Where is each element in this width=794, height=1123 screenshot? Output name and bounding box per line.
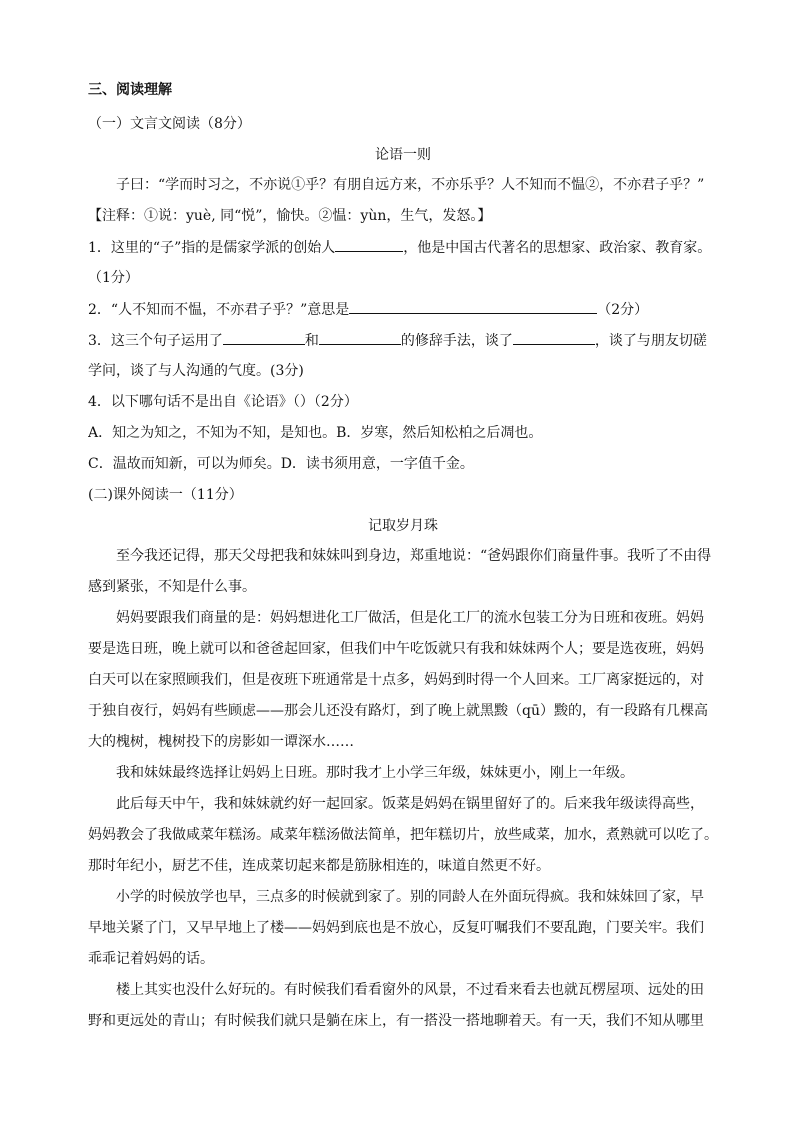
question-3 [88,330,718,351]
paragraph-5-line-1: 小学的时候放学也早，三点多的时候就到家了。别的同龄人在外面玩得疯。我和妹妹回了家，早 [116,889,704,905]
question-4-options-ab: A．知之为知之，不知为不知，是知也。B．岁寒，然后知松柏之后凋也。 [88,425,543,441]
paragraph-4-line-2: 妈妈教会了我做咸菜年糕汤。咸菜年糕汤做法简单，把年糕切片，放些咸菜，加水，煮熟就可以吃了。 [88,827,718,843]
part1-title: 论语一则 [375,147,431,163]
question-4-options-cd: C．温故而知新，可以为师矣。D．读书须用意，一字值千金。 [88,456,474,472]
question-3-text-a: 3．这三个句子运用了 [88,333,223,349]
paragraph-2-line-5: 大的槐树，槐树投下的房影如一谭深水…… [88,734,354,750]
question-3-text-b: 和 [304,333,319,349]
part2-heading: (二)课外阅读一（11分） [88,487,243,503]
paragraph-5-line-3: 乖乖记着妈妈的话。 [88,951,214,967]
paragraph-4-line-1: 此后每天中午，我和妹妹就约好一起回家。饭菜是妈妈在锅里留好了的。后来我年级读得高些， [116,796,704,812]
annotation-note: 【注释：①说：yuè, 同“悦”，愉快。②愠：yùn，生气，发怒。】 [88,208,492,224]
paragraph-5-line-2: 早地关紧了门，又早早地上了楼——妈妈到底也是不放心，反复叮嘱我们不要乱跑，门要关牢。我们 [88,920,704,936]
paragraph-3: 我和妹妹最终选择让妈妈上日班。那时我才上小学三年级，妹妹更小，刚上一年级。 [116,765,634,781]
answer-blank-3b[interactable] [319,330,401,345]
paragraph-2-line-2: 要是选日班，晚上就可以和爸爸起回家，但我们中午吃饭就只有我和妹妹两个人；要是选夜班，妈妈 [88,641,704,657]
paragraph-2-line-4: 于独自夜行，妈妈有些顾虑——那会儿还没有路灯，到了晚上就黑黢（qū）黢的，有一段路有几棵高 [88,703,708,719]
question-1 [88,237,718,258]
paragraph-4-line-3: 那时年纪小，厨艺不佳，连成菜切起来都是筋脉相连的，味道自然更不好。 [88,858,550,874]
analects-quote: 子曰：“学而时习之，不亦说①乎？有朋自远方来，不亦乐乎？人不知而不愠②，不亦君子乎？” [116,177,705,193]
question-3-continued: 学问，谈了与人沟通的气度。(3分) [88,363,304,379]
question-1-score: （1分） [88,270,139,286]
question-1-text-b: ，他是中国古代著名的思想家、政治家、教育家。 [403,240,712,256]
paragraph-2-line-1: 妈妈要跟我们商量的是：妈妈想进化工厂做活，但是化工厂的流水包装工分为日班和夜班。妈妈 [116,610,704,626]
paragraph-6-line-1: 楼上其实也没什么好玩的。有时候我们看看窗外的风景，不过看来看去也就瓦楞屋项、远处的田 [116,982,704,998]
section-heading: 三、阅读理解 [88,82,172,98]
part1-heading: （一）文言文阅读（8分） [88,116,251,132]
answer-blank-2[interactable] [349,299,597,314]
paragraph-2-line-3: 白天可以在家照顾我们，但是夜班下班通常是十点多，妈妈到时得一个人回来。工厂离家挺远的，对 [88,672,704,688]
question-3-text-c: 的修辞手法，谈了 [400,333,513,349]
paragraph-1-line-2: 感到紧张，不知是什么事。 [88,579,256,595]
question-2-score: （2分） [597,302,649,318]
question-2-text: 2．“人不知而不愠，不亦君子乎？”意思是 [88,302,350,318]
answer-blank-1[interactable] [335,237,403,252]
question-1-text-a: 1．这里的“子”指的是儒家学派的创始人 [88,240,336,256]
paragraph-1-line-1: 至今我还记得，那天父母把我和妹妹叫到身边，郑重地说：“爸妈跟你们商量件事。我听了不由得 [116,548,712,564]
answer-blank-3c[interactable] [513,330,595,345]
question-2 [88,299,718,320]
paragraph-6-line-2: 野和更远处的青山；有时候我们就只是躺在床上，有一搭没一搭地聊着天。有一天，我们不知从哪里 [88,1013,704,1029]
question-3-text-d: ，谈了与朋友切磋 [594,333,707,349]
answer-blank-3a[interactable] [223,330,305,345]
part2-title: 记取岁月珠 [368,518,438,534]
question-4: 4．以下哪句话不是出自《论语》（）（2分） [88,394,358,410]
